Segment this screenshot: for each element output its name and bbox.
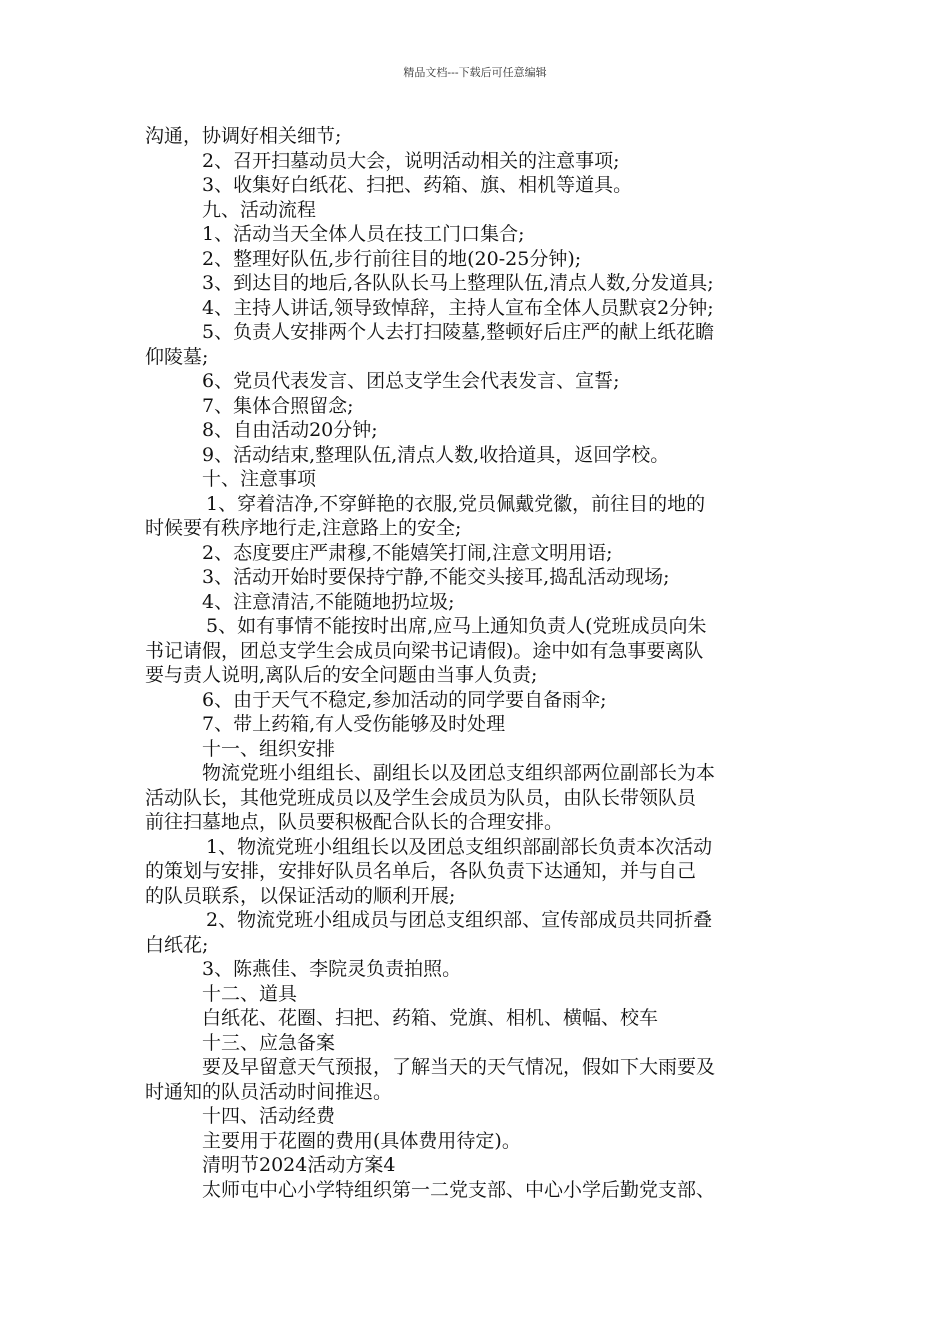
- text-line: 1、穿着洁净,不穿鲜艳的衣服,党员佩戴党徽，前往目的地的: [206, 492, 706, 515]
- text-line: 十、注意事项: [202, 468, 317, 490]
- text-line: 主要用于花圈的费用(具体费用待定)。: [202, 1129, 521, 1152]
- text-line: 8、自由活动20分钟;: [202, 419, 378, 441]
- text-line: 7、集体合照留念;: [202, 394, 354, 417]
- text-line: 的策划与安排，安排好队员名单后，各队负责下达通知，并与自己: [145, 860, 697, 882]
- text-line: 仰陵墓;: [145, 345, 209, 368]
- text-line: 3、收集好白纸花、扫把、药箱、旗、相机等道具。: [202, 174, 633, 196]
- document-body: [145, 124, 810, 1202]
- text-line: 活动队长，其他党班成员以及学生会成员为队员，由队长带领队员: [145, 786, 697, 809]
- text-line: 太师屯中心小学特组织第一二党支部、中心小学后勤党支部、: [202, 1178, 716, 1201]
- text-line: 沟通，协调好相关细节;: [145, 125, 342, 147]
- text-line: 白纸花、花圈、扫把、药箱、党旗、相机、横幅、校车: [202, 1007, 659, 1029]
- text-line: 3、到达目的地后,各队队长马上整理队伍,清点人数,分发道具;: [202, 272, 714, 294]
- text-line: 清明节2024活动方案4: [202, 1154, 396, 1176]
- text-line: 3、活动开始时要保持宁静,不能交头接耳,捣乱活动现场;: [202, 566, 670, 588]
- text-line: 的队员联系，以保证活动的顺利开展;: [145, 884, 456, 907]
- text-line: 6、由于天气不稳定,参加活动的同学要自备雨伞;: [202, 688, 607, 711]
- text-line: 2、整理好队伍,步行前往目的地(20-25分钟);: [202, 247, 582, 270]
- text-line: 前往扫墓地点，队员要积极配合队长的合理安排。: [145, 811, 564, 833]
- text-line: 十三、应急备案: [202, 1031, 336, 1054]
- text-line: 2、召开扫墓动员大会，说明活动相关的注意事项;: [202, 149, 620, 172]
- text-line: 十四、活动经费: [202, 1105, 336, 1127]
- text-line: 1、物流党班小组组长以及团总支组织部副部长负责本次活动: [206, 835, 713, 858]
- text-line: 2、物流党班小组成员与团总支组织部、宣传部成员共同折叠: [206, 909, 713, 931]
- page-header: 精品文档---下载后可任意编辑: [403, 66, 547, 79]
- text-line: 九、活动流程: [202, 198, 317, 221]
- text-line: 要及早留意天气预报，了解当天的天气情况，假如下大雨要及: [202, 1056, 716, 1078]
- text-line: 十二、道具: [202, 982, 298, 1005]
- text-line: 5、负责人安排两个人去打扫陵墓,整顿好后庄严的献上纸花瞻: [202, 321, 715, 343]
- text-line: 时候要有秩序地行走,注意路上的安全;: [145, 517, 462, 539]
- text-line: 4、主持人讲话,领导致悼辞，主持人宣布全体人员默哀2分钟;: [202, 296, 714, 319]
- text-line: 5、如有事情不能按时出席,应马上通知负责人(党班成员向朱: [206, 615, 707, 637]
- text-line: 1、活动当天全体人员在技工门口集合;: [202, 223, 525, 245]
- text-line: 9、活动结束,整理队伍,清点人数,收拾道具，返回学校。: [202, 443, 670, 466]
- text-line: 物流党班小组组长、副组长以及团总支组织部两位副部长为本: [202, 762, 716, 784]
- text-line: 6、党员代表发言、团总支学生会代表发言、宣誓;: [202, 370, 620, 392]
- text-line: 7、带上药箱,有人受伤能够及时处理: [202, 713, 506, 735]
- text-line: 要与责人说明,离队后的安全问题由当事人负责;: [145, 664, 538, 686]
- text-line: 书记请假，团总支学生会成员向梁书记请假)。途中如有急事要离队: [145, 639, 704, 662]
- text-line: 十一、组织安排: [202, 737, 336, 760]
- text-line: 2、态度要庄严肃穆,不能嬉笑打闹,注意文明用语;: [202, 541, 613, 564]
- text-line: 白纸花;: [145, 933, 209, 956]
- text-line: 时通知的队员活动时间推迟。: [145, 1080, 393, 1103]
- text-line: 3、陈燕佳、李院灵负责拍照。: [202, 958, 462, 980]
- text-line: 4、注意清洁,不能随地扔垃圾;: [202, 590, 455, 613]
